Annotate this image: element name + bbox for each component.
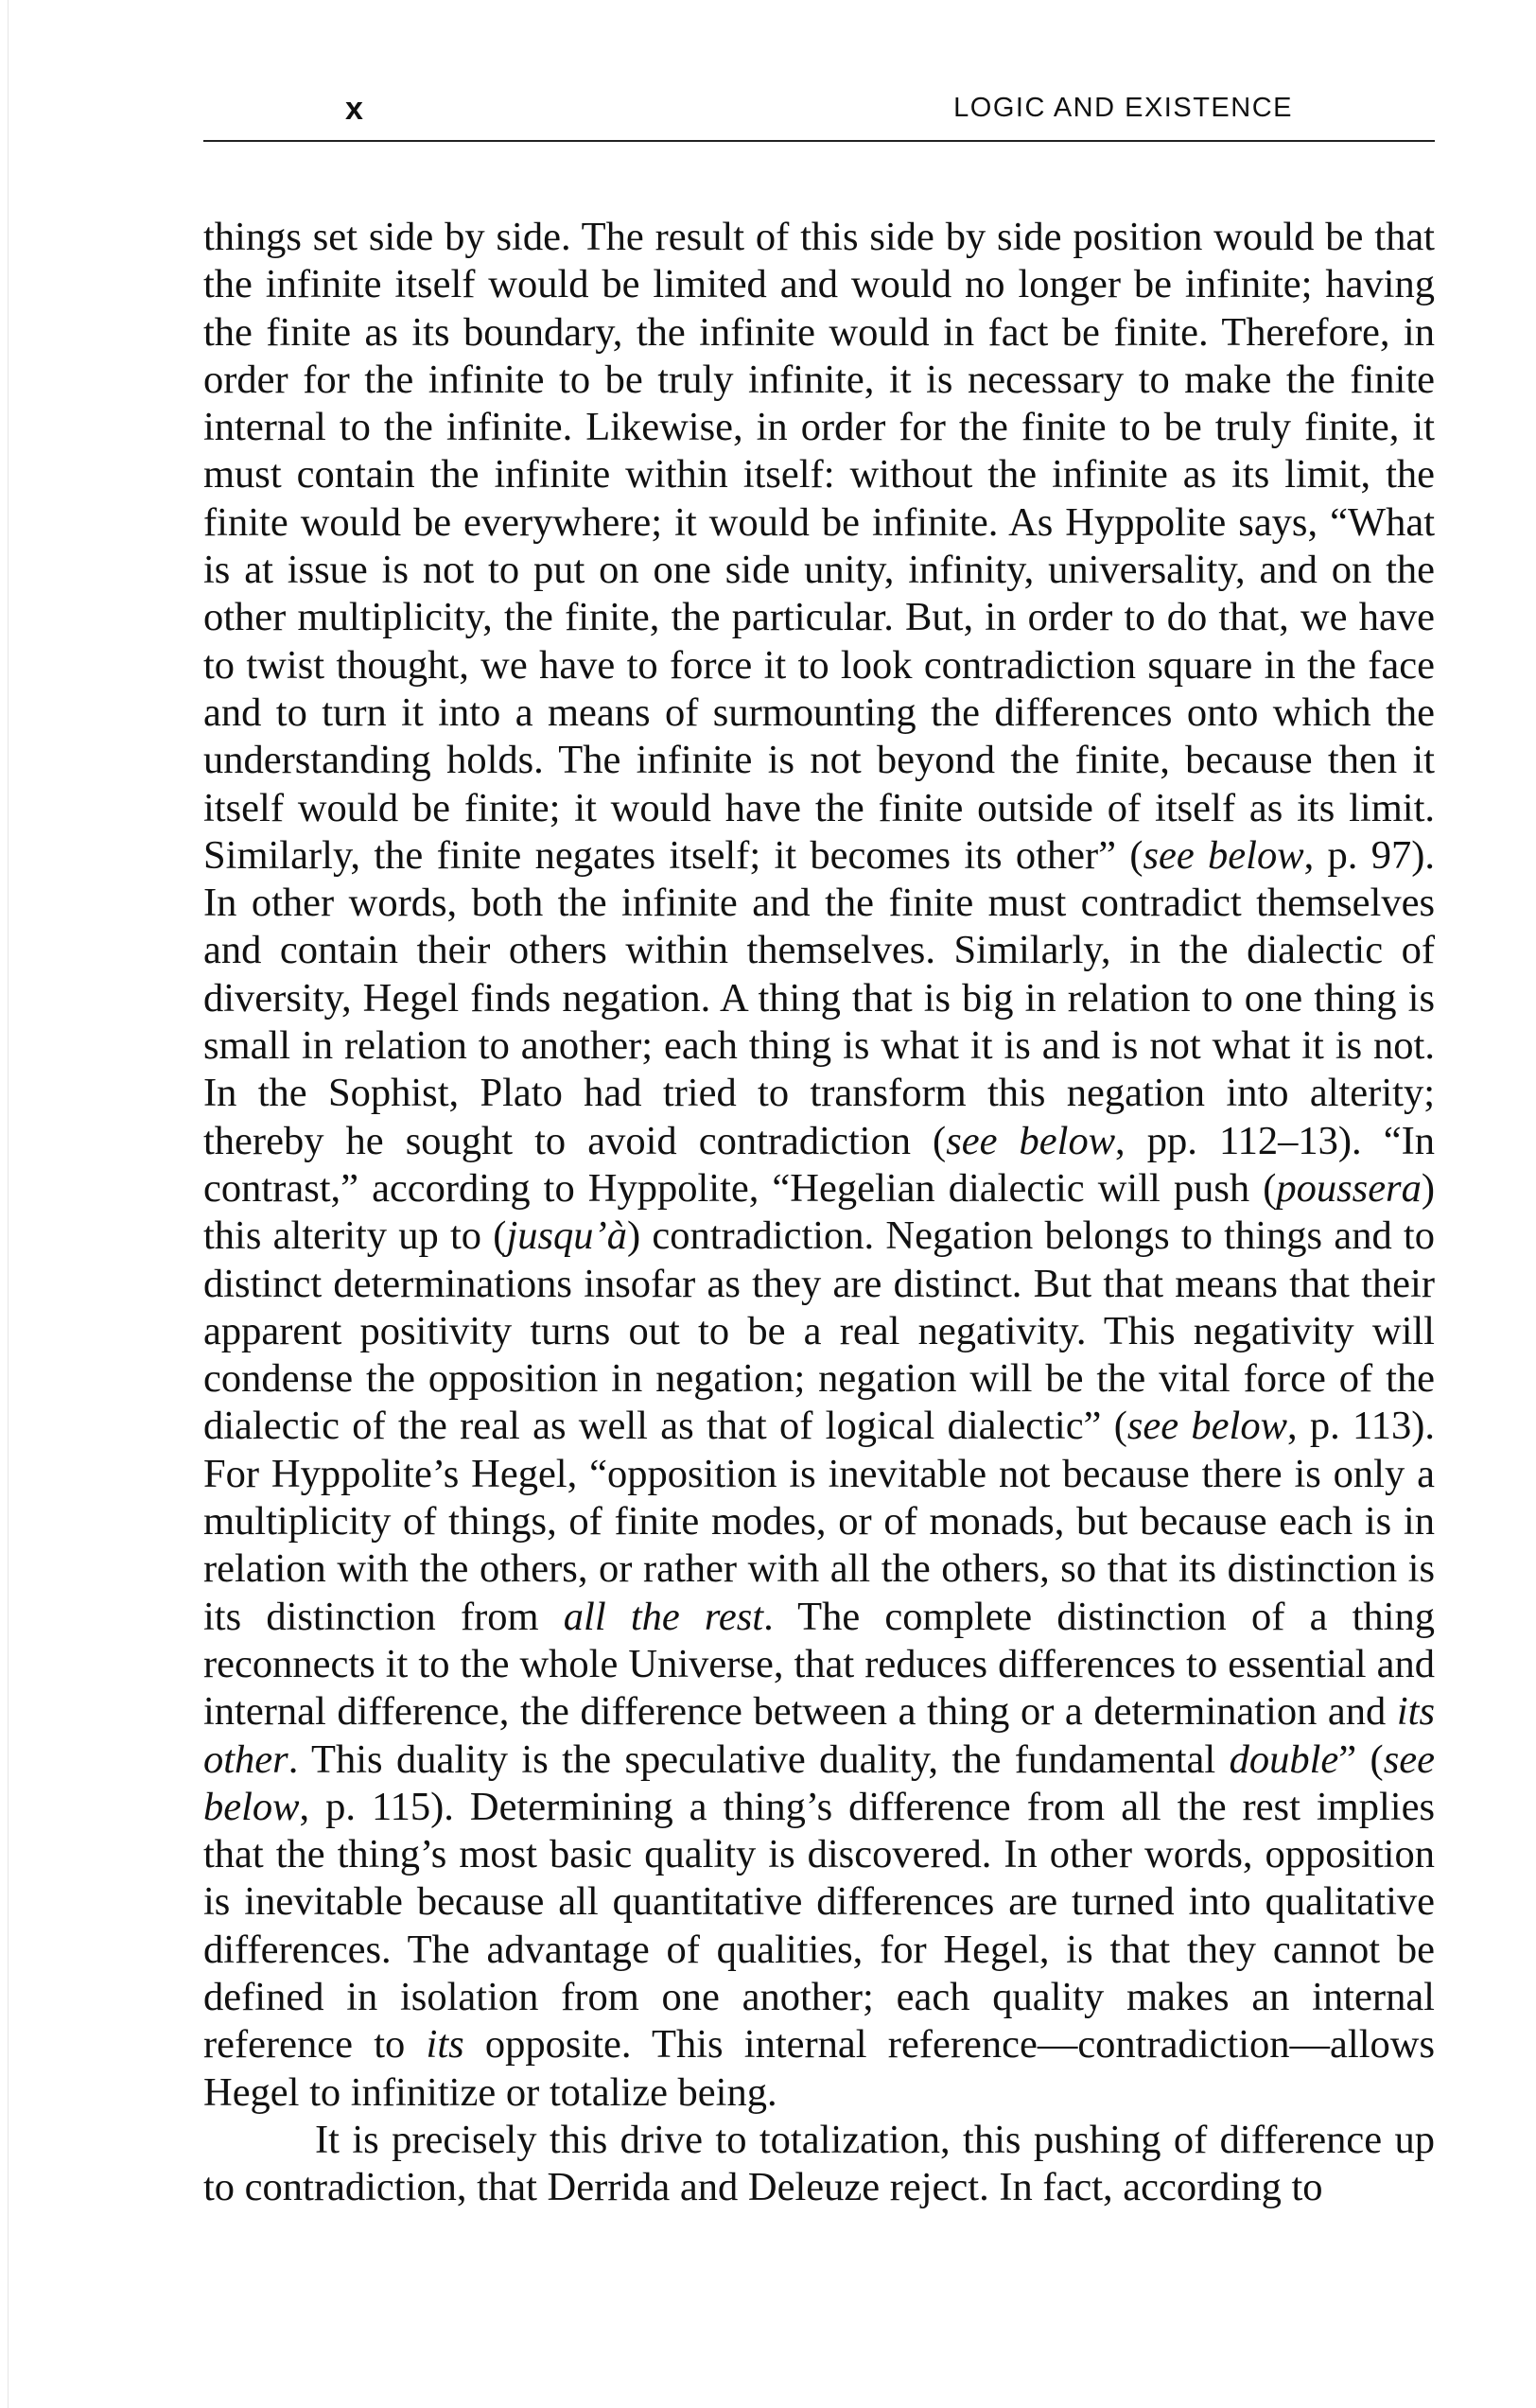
text-run: ) this alterity up to ( — [203, 1165, 1435, 1259]
text-run: . The complete distinction of a thing reconnects it to the whole Universe, that reduces differences to essential and internal difference, the difference between a thing or a determination and — [203, 1594, 1435, 1735]
italic-run: see below — [946, 1118, 1116, 1163]
text-run: ) contradiction. Negation belongs to things and to distinct determinations insofar as they are distinct. But that means that their apparent positivity turns out to be a real negativity. This negativity will condense the opposition in negation; negation will be the vital force of the dialectic of the real as well as that of logical dialectic” ( — [203, 1213, 1435, 1449]
body-text — [203, 214, 1435, 2211]
italic-run: double — [1229, 1736, 1339, 1782]
text-run: , p. 113). For Hyppolite’s Hegel, “opposition is inevitable not because there is only a multiplicity of things, of finite modes, or of monads, but because each is in relation with the others, or rather with all the others, so that its distinction is its distinction from — [203, 1404, 1435, 1639]
text-run: , pp. 112–13). “In contrast,” according to Hyppolite, “Hegelian dialectic will push ( — [203, 1118, 1435, 1211]
italic-run: see below — [203, 1736, 1435, 1829]
text-run: ” ( — [1338, 1736, 1384, 1782]
italic-run: jusqu’à — [506, 1213, 627, 1259]
text-run: , p. 115). Determining a thing’s difference from all the rest implies that the thing’s most basic quality is discovered. In other words, opposition is inevitable because all quantitative differences are turned into qualitative differences. The advantage of qualities, for Hegel, is that they cannot be defined in isolation from one another; each quality makes an internal reference to — [203, 1784, 1435, 2068]
text-run: things set side by side. The result of this side by side position would be that the infinite itself would be limited and would no longer be infinite; having the finite as its boundary, the infinite would in fact be finite. Therefore, in order for the infinite to be truly infinite, it is necessary to make the finite internal to the infinite. Likewise, in order for the finite to be truly finite, it must contain the infinite within itself: without the infinite as its limit, the finite would be everywhere; it would be infinite. As Hyppolite says, “What is at issue is not to put on one side unity, infinity, universality, and on the other multiplicity, the finite, the particular. But, in order to do that, we have to twist thought, we have to force it to look contradiction square in the face and to turn it into a means of surmounting the differences onto which the understanding holds. The infinite is not beyond the finite, because then it itself would be finite; it would have the finite outside of itself as its limit. Similarly, the finite negates itself; it becomes its other” ( — [203, 215, 1435, 878]
page-number: x — [345, 91, 364, 127]
page-edge-shadow — [8, 0, 9, 2408]
italic-run: see below — [1143, 832, 1304, 878]
paragraph-2: It is precisely this drive to totalization, this pushing of difference up to contradiction, that Derrida and Deleuze reject. In fact, according to — [203, 2117, 1435, 2210]
italic-run: poussera — [1276, 1165, 1422, 1211]
running-head: LOGIC AND EXISTENCE — [953, 93, 1293, 123]
italic-run: all the rest — [563, 1594, 764, 1639]
italic-run: its other — [203, 1689, 1435, 1782]
text-run: . This duality is the speculative duality, the fundamental — [288, 1736, 1230, 1782]
italic-run: see below — [1126, 1404, 1287, 1449]
text-run: opposite. This internal reference—contradiction—allows Hegel to infinitize or totalize being. — [203, 2022, 1436, 2115]
paragraph-1 — [203, 214, 1435, 2117]
page-header — [203, 87, 1435, 142]
italic-run: its — [426, 2022, 464, 2068]
text-run: , p. 97). In other words, both the infinite and the finite must contradict themselves and contain their others within themselves. Similarly, in the dialectic of diversity, Hegel finds negation. A thing that is big in relation to one thing is small in relation to another; each thing is what it is and is not what it is not. In the Sophist, Plato had tried to transform this negation into alterity; thereby he sought to avoid contradiction ( — [203, 832, 1435, 1163]
